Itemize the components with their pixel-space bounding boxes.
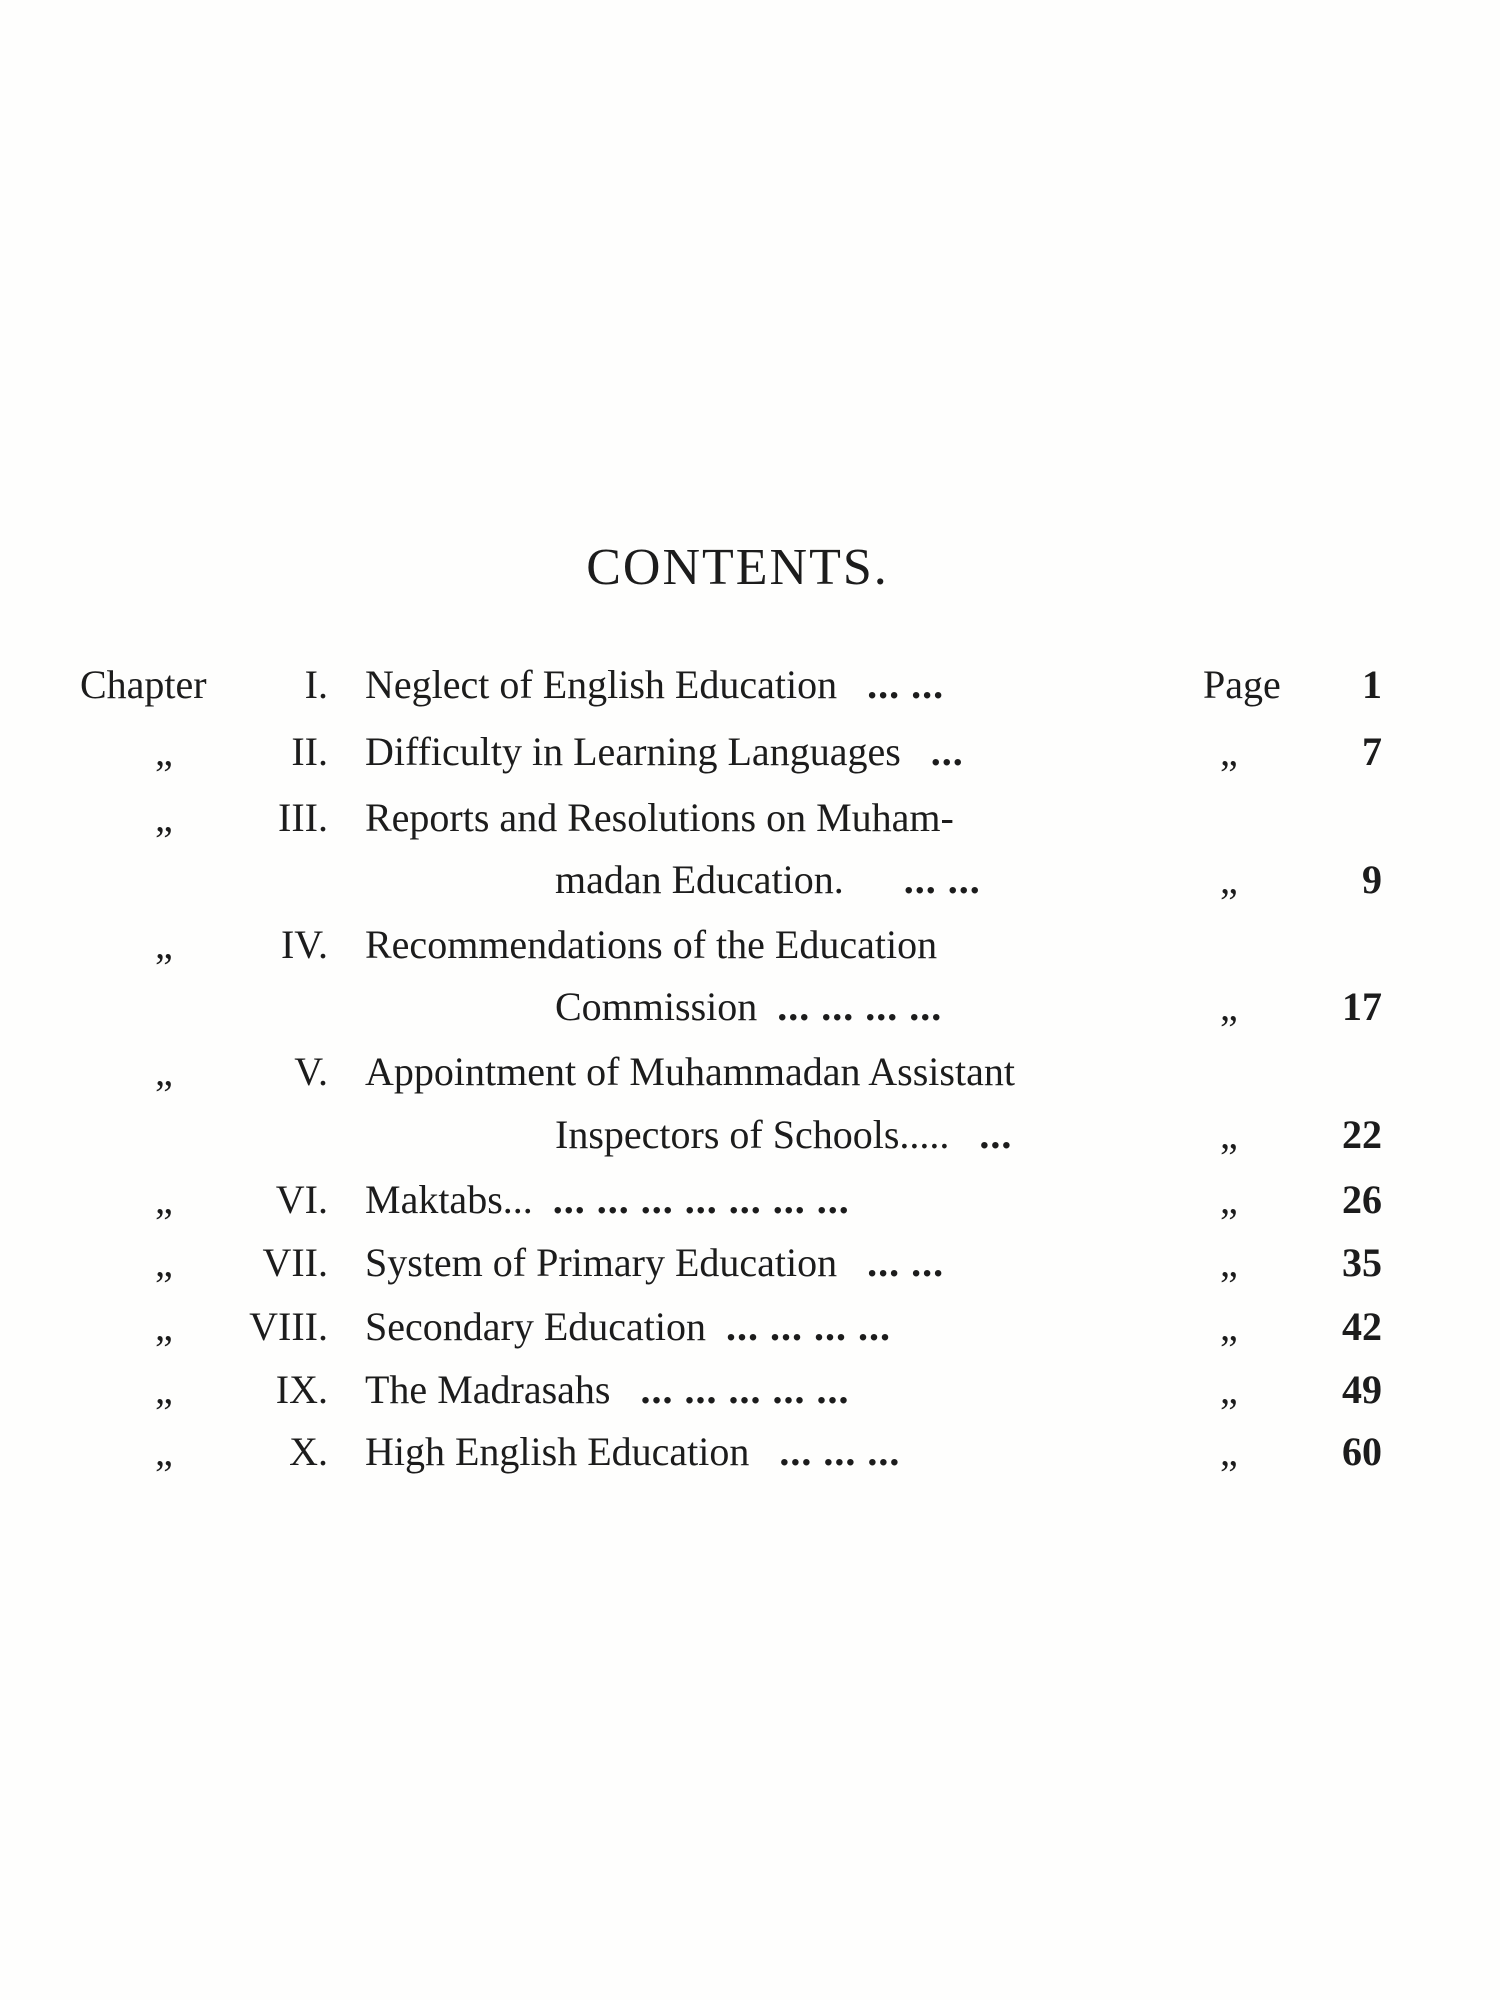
ditto-mark: „ xyxy=(155,1304,173,1349)
page-number: 22 xyxy=(1342,1112,1382,1157)
page-ditto-mark: „ xyxy=(1220,1240,1238,1285)
page-number: 7 xyxy=(1362,729,1382,774)
chapter-title-continuation: Inspectors of Schools..... ... xyxy=(555,1112,1013,1157)
page-number: 60 xyxy=(1342,1429,1382,1474)
toc-entry-1 xyxy=(0,655,1500,715)
page-label: Page xyxy=(1203,662,1281,707)
chapter-numeral: VI. xyxy=(275,1177,328,1222)
chapter-title: Difficulty in Learning Languages ... xyxy=(365,729,964,774)
page-number: 1 xyxy=(1362,662,1382,707)
chapter-numeral: I. xyxy=(304,662,328,707)
ditto-mark: „ xyxy=(155,1429,173,1474)
chapter-label: Chapter xyxy=(80,662,207,707)
toc-entry-9 xyxy=(0,1360,1500,1420)
toc-entry-4-continuation xyxy=(0,977,1500,1037)
page-number: 42 xyxy=(1342,1304,1382,1349)
page-ditto-mark: „ xyxy=(1220,729,1238,774)
chapter-title: High English Education ... ... ... xyxy=(365,1429,901,1474)
toc-entry-10 xyxy=(0,1422,1500,1482)
page-ditto-mark: „ xyxy=(1220,1177,1238,1222)
chapter-title-continuation: Commission ... ... ... ... xyxy=(555,984,943,1029)
page-number: 9 xyxy=(1362,857,1382,902)
page-ditto-mark: „ xyxy=(1220,1112,1238,1157)
ditto-mark: „ xyxy=(155,1240,173,1285)
toc-entry-2 xyxy=(0,722,1500,782)
chapter-title: Secondary Education ... ... ... ... xyxy=(365,1304,891,1349)
ditto-mark: „ xyxy=(155,1367,173,1412)
toc-entry-3-continuation xyxy=(0,850,1500,910)
toc-entry-8 xyxy=(0,1297,1500,1357)
chapter-title: Appointment of Muhammadan Assistant xyxy=(365,1049,1015,1094)
page-ditto-mark: „ xyxy=(1220,857,1238,902)
page-title: CONTENTS. xyxy=(586,539,889,596)
page-ditto-mark: „ xyxy=(1220,984,1238,1029)
page-number: 35 xyxy=(1342,1240,1382,1285)
page-ditto-mark: „ xyxy=(1220,1367,1238,1412)
chapter-title: Reports and Resolutions on Muham- xyxy=(365,795,954,840)
toc-entry-5 xyxy=(0,1042,1500,1102)
chapter-title: System of Primary Education ... ... xyxy=(365,1240,945,1285)
chapter-numeral: VII. xyxy=(262,1240,328,1285)
chapter-numeral: IV. xyxy=(280,922,328,967)
toc-entry-4 xyxy=(0,915,1500,975)
chapter-numeral: III. xyxy=(278,795,328,840)
chapter-numeral: II. xyxy=(291,729,328,774)
toc-entry-6 xyxy=(0,1170,1500,1230)
toc-entry-5-continuation xyxy=(0,1105,1500,1165)
ditto-mark: „ xyxy=(155,1177,173,1222)
ditto-mark: „ xyxy=(155,729,173,774)
chapter-title: The Madrasahs ... ... ... ... ... xyxy=(365,1367,850,1412)
chapter-title: Neglect of English Education ... ... xyxy=(365,662,945,707)
chapter-numeral: VIII. xyxy=(249,1304,328,1349)
page-ditto-mark: „ xyxy=(1220,1429,1238,1474)
chapter-numeral: IX. xyxy=(275,1367,328,1412)
chapter-title: Maktabs... ... ... ... ... ... ... ... xyxy=(365,1177,850,1222)
page-number: 26 xyxy=(1342,1177,1382,1222)
ditto-mark: „ xyxy=(155,1049,173,1094)
ditto-mark: „ xyxy=(155,795,173,840)
chapter-title: Recommendations of the Education xyxy=(365,922,938,967)
page-number: 49 xyxy=(1342,1367,1382,1412)
page-number: 17 xyxy=(1342,984,1382,1029)
chapter-numeral: V. xyxy=(294,1049,328,1094)
toc-entry-7 xyxy=(0,1233,1500,1293)
chapter-numeral: X. xyxy=(289,1429,328,1474)
chapter-title-continuation: madan Education. ... ... xyxy=(555,857,981,902)
toc-entry-3 xyxy=(0,788,1500,848)
page-ditto-mark: „ xyxy=(1220,1304,1238,1349)
ditto-mark: „ xyxy=(155,922,173,967)
